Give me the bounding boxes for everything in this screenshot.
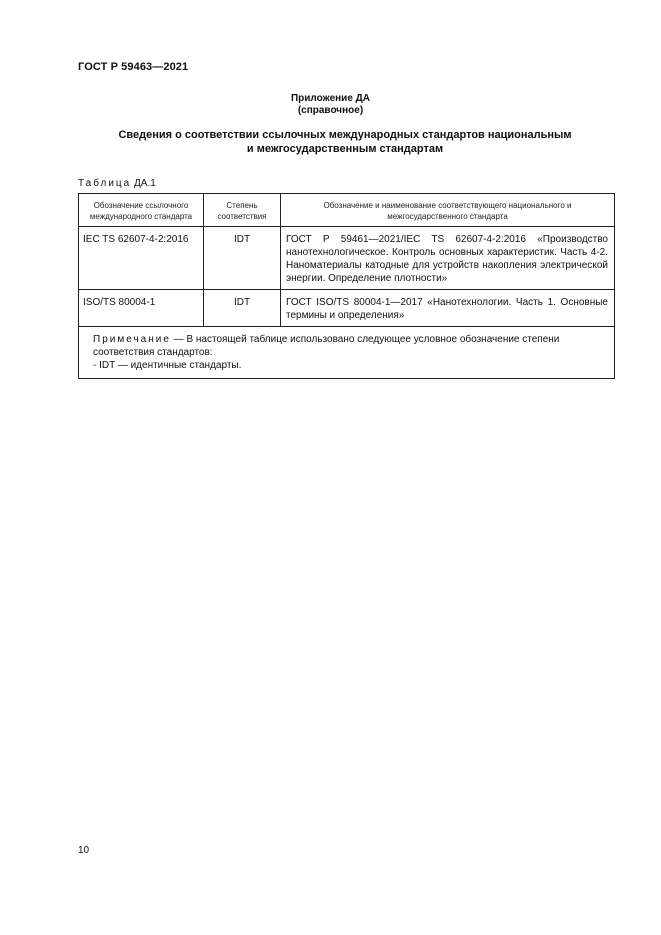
cell-degree: IDT: [204, 290, 281, 327]
appendix-title: Приложение ДА: [290, 93, 371, 104]
table-row: [79, 290, 615, 327]
table-note-row: [79, 327, 615, 379]
section-heading-line-1: Сведения о соответствии ссылочных международных стандартов национальным: [118, 129, 572, 141]
column-header-national: Обозначение и наименование соответствующего национального и межгосударственного стандарта: [281, 194, 615, 227]
note-text: — В настоящей таблице использовано следующее условное обозначение степени соответствия стандартов:: [93, 334, 560, 358]
column-header-international: Обозначение ссылочного международного стандарта: [79, 194, 204, 227]
note-label: Примечание: [93, 334, 171, 345]
section-heading-line-2: и межгосударственным стандартам: [246, 143, 444, 155]
table-note: [79, 327, 615, 379]
standards-correspondence-table: [78, 193, 615, 379]
table-caption-number: ДА.1: [134, 178, 156, 189]
cell-national-standard: ГОСТ ISO/TS 80004-1—2017 «Нанотехнологии. Часть 1. Основные термины и определения»: [281, 290, 615, 327]
cell-international-standard: IEC TS 62607-4-2:2016: [79, 227, 204, 290]
table-header-row: [79, 194, 615, 227]
document-code: ГОСТ Р 59463—2021: [78, 61, 189, 73]
appendix-title-block: [0, 93, 661, 117]
section-heading: [90, 128, 600, 156]
appendix-subtitle: (справочное): [297, 105, 364, 116]
cell-degree: IDT: [204, 227, 281, 290]
note-item: - IDT — идентичные стандарты.: [93, 360, 242, 371]
table-caption-word: Таблица: [78, 178, 132, 189]
cell-international-standard: ISO/TS 80004-1: [79, 290, 204, 327]
cell-national-standard: ГОСТ Р 59461—2021/IEC TS 62607-4-2:2016 «Производство нанотехнологическое. Контроль основных характеристик. Часть 4-2. Наноматериалы катодные для устройств накопления электрической энергии. Определение плотности»: [281, 227, 615, 290]
table-caption: [78, 178, 156, 189]
page-number: 10: [78, 845, 90, 856]
column-header-degree: Степень соответствия: [204, 194, 281, 227]
table-row: [79, 227, 615, 290]
